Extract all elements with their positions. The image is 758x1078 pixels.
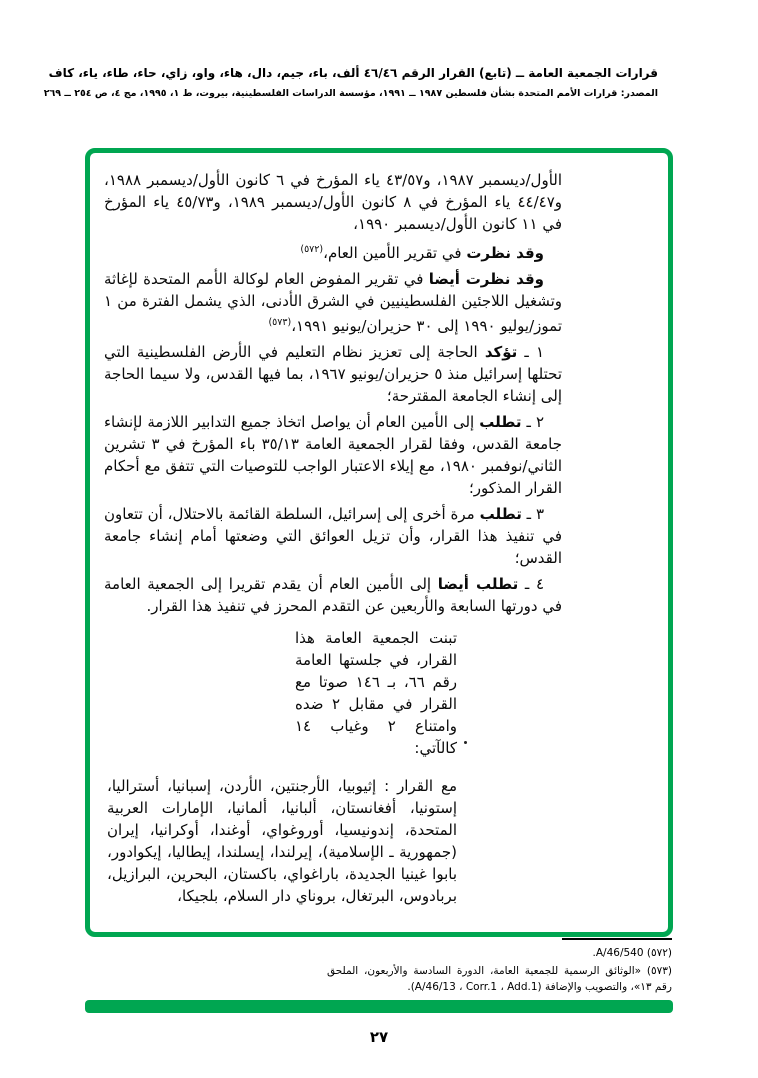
scan-artifact-dot: [464, 741, 467, 744]
resolution-paragraph: ٢ ـ تطلب إلى الأمين العام أن يواصل اتخاذ جميع التدابير اللازمة لإنشاء جامعة القدس، وفقا لقرار الجمعية العامة ٣٥/١٣ باء المؤرخ في ٣ تشرين الثاني/نوفمبر ١٩٨٠، مع إيلاء الاعتبار الواجب للتوصيات التي تتفق مع أحكام القرار المذكور؛: [104, 413, 563, 497]
footnote-separator-rule: [562, 938, 672, 940]
document-title: قرارات الجمعية العامة ــ (تابع) القرار الرقم ٤٦/٤٦ ألف، باء، جيم، دال، هاء، واو، زاي، حاء، طاء، ياء، كاف: [48, 66, 658, 80]
footnotes: [85, 938, 672, 995]
resolution-body: [104, 169, 562, 617]
vote-country-list: مع القرار : إثيوبيا، الأرجنتين، الأردن، إسبانيا، أستراليا، إستونيا، أفغانستان، ألبانيا، ألمانيا، الإمارات العربية المتحدة، إندونيسيا، أوروغواي، أوغندا، أوكرانيا، إيران (جمهورية ـ الإسلامية)، إيرلندا، إيسلندا، إيطاليا، إيكوادور، بابوا غينيا الجديدة، باراغواي، باكستان، البحرين، البرازيل، بربادوس، البرتغال، بروناي دار السلام، بلجيكا،: [107, 777, 457, 905]
footnote-573: (٥٧٣) «الوثائق الرسمية للجمعية العامة، الدورة السادسة والأربعون، الملحق رقم ١٣»، والتصويب والإضافة (A/46/13 ، Corr.1 ، Add.1).: [327, 964, 672, 993]
resolution-paragraph: الأول/ديسمبر ١٩٨٧، و٤٣/٥٧ ياء المؤرخ في ٦ كانون الأول/ديسمبر ١٩٨٨، و٤٤/٤٧ ياء المؤرخ في ٨ كانون الأول/ديسمبر ١٩٨٩، و٤٥/٧٣ ياء المؤرخ في ١١ كانون الأول/ديسمبر ١٩٩٠،: [104, 171, 562, 233]
page-number: ٢٧: [369, 1028, 389, 1046]
resolution-paragraph: ١ ـ تؤكد الحاجة إلى تعزيز نظام التعليم في الأرض الفلسطينية التي تحتلها إسرائيل منذ ٥ حزيران/يونيو ١٩٦٧، بما فيها القدس، ولا سيما الحاجة إلى إنشاء الجامعة المقترحة؛: [104, 343, 562, 405]
bottom-green-bar: [85, 1000, 673, 1013]
resolution-frame: [85, 148, 673, 937]
footnote-reference: (٥٧٣): [268, 317, 292, 328]
resolution-paragraph: ٤ ـ تطلب أيضا إلى الأمين العام أن يقدم تقريرا إلى الجمعية العامة في دورتها السابعة والأربعين عن التقدم المحرز في تنفيذ هذا القرار.: [104, 575, 562, 615]
document-header: [43, 66, 658, 99]
resolution-paragraph: وقد نظرت في تقرير الأمين العام،$^{(٥٧٢)}$: [300, 244, 544, 262]
footnote-reference: (٥٧٢): [300, 244, 324, 255]
resolution-paragraph: ٣ ـ تطلب مرة أخرى إلى إسرائيل، السلطة القائمة بالاحتلال، أن تتعاون في تنفيذ هذا القرار، وأن تزيل العوائق التي وضعتها أمام إنشاء جامعة القدس؛: [104, 505, 562, 567]
footnote-572: (٥٧٢) A/46/540.: [592, 946, 672, 959]
document-source-line: المصدر: قرارات الأمم المتحدة بشأن فلسطين ١٩٨٧ ــ ١٩٩١، مؤسسة الدراسات الفلسطينية، بيروت، ط ١، ١٩٩٥، مج ٤، ص ٢٥٤ ــ ٢٦٩: [43, 88, 658, 99]
resolution-paragraph: وقد نظرت أيضا في تقرير المفوض العام لوكالة الأمم المتحدة لإغاثة وتشغيل اللاجئين الفلسطينيين في الشرق الأدنى، الذي يشمل الفترة من ١ تموز/يوليو ١٩٩٠ إلى ٣٠ حزيران/يونيو ١٩٩١،$^{(٥٧٣)}$: [104, 270, 562, 335]
vote-record: تبنت الجمعية العامة هذا القرار، في جلستها العامة رقم ٦٦، بـ ١٤٦ صوتا مع القرار في مقابل ٢ ضده وامتناع ٢ وغياب ١٤ كالآتي:: [295, 629, 457, 757]
